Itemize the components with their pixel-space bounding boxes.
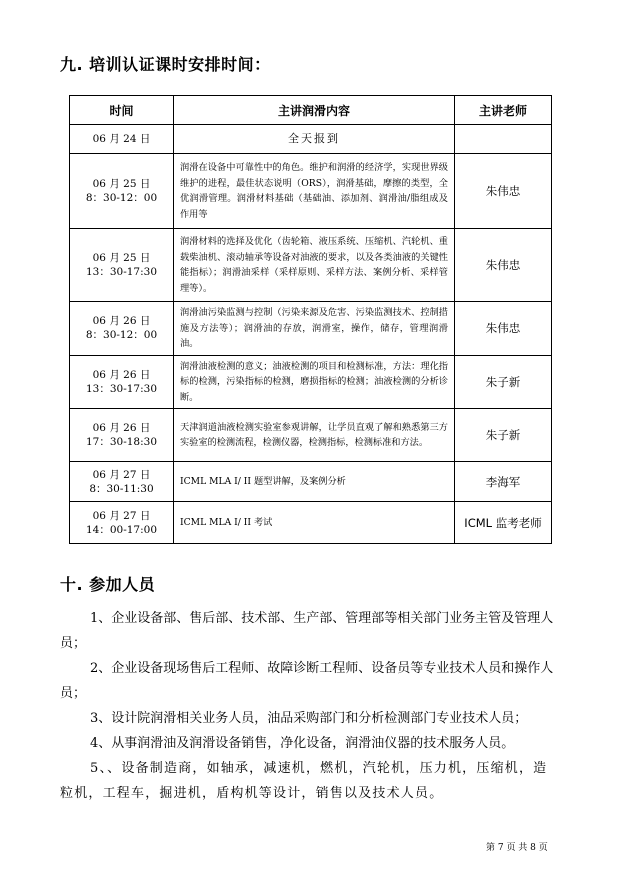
row-time (70, 229, 174, 302)
table-row (70, 502, 552, 544)
row-date: 06 月 26 日 (92, 422, 151, 434)
attendee-paragraph: 3、设计院润滑相关业务人员，油品采购部门和分析检测部门专业技术人员； (90, 711, 528, 726)
row-date: 06 月 24 日 (92, 133, 151, 145)
row-time (70, 355, 174, 409)
table-header-row (70, 96, 552, 125)
attendee-paragraph: 1、企业设备部、售后部、技术部、生产部、管理部等相关部门业务主管及管理人员； (60, 611, 554, 651)
row-date: 06 月 25 日 (92, 252, 151, 264)
table-row (70, 409, 552, 462)
row-teacher: 朱伟忠 (455, 302, 552, 356)
row-content: 天津润道油液检测实验室参观讲解，让学员直观了解和熟悉第三方实验室的检测流程，检测仪器，检测指标，检测标准和方法。 (174, 409, 455, 462)
row-time (70, 125, 174, 154)
row-time (70, 154, 174, 229)
row-hours: 8：30-12：00 (85, 329, 158, 342)
row-teacher: 李海军 (455, 462, 552, 502)
row-hours: 14：00-17:00 (85, 523, 158, 536)
row-content: 润滑在设备中可靠性中的角色。维护和润滑的经济学，实现世界级维护的进程，最佳状态说明（ORS），润滑基础，摩擦的类型，全优润滑管理。润滑材料基础（基础油、添加剂、润滑油/脂组成及作用等 (174, 154, 455, 229)
row-time (70, 302, 174, 356)
row-date: 06 月 27 日 (92, 468, 151, 481)
row-date: 06 月 26 日 (92, 368, 151, 381)
row-content: 润滑材料的选择及优化（齿轮箱、液压系统、压缩机、汽轮机、重载柴油机、滚动轴承等设备对油液的要求，以及各类油液的关键性能指标）；润滑油采样（采样原则、采样方法、案例分析、采样管理等）。 (174, 229, 455, 302)
row-time (70, 462, 174, 502)
row-date: 06 月 26 日 (92, 315, 151, 328)
schedule-table (69, 95, 552, 544)
row-content: ICML MLA I/ II 考试 (174, 502, 455, 544)
row-hours: 8：30-11:30 (89, 482, 154, 495)
table-row (70, 154, 552, 229)
section-10-heading: 十. 参加人员 (60, 575, 156, 594)
row-content: ICML MLA I/ II 题型讲解，及案例分析 (174, 462, 455, 502)
attendee-paragraph: 2、企业设备现场售后工程师、故障诊断工程师、设备员等专业技术人员和操作人员； (60, 661, 554, 701)
row-content: 润滑油液检测的意义；油液检测的项目和检测标准，方法：理化指标的检测，污染指标的检测，磨损指标的检测；油液检测的分析诊断。 (174, 355, 455, 409)
table-row (70, 462, 552, 502)
row-date: 06 月 25 日 (92, 178, 151, 190)
row-hours: 8：30-12：00 (85, 192, 158, 204)
header-content: 主讲润滑内容 (174, 96, 455, 125)
header-time: 时间 (70, 96, 174, 125)
row-teacher: 朱子新 (455, 355, 552, 409)
attendee-paragraph: 5、、设备制造商，如轴承，减速机，燃机，汽轮机，压力机，压缩机，造粒机，工程车，掘进机，盾构机等设计，销售以及技术人员。 (60, 761, 548, 801)
row-teacher: 朱伟忠 (455, 154, 552, 229)
row-content: 全天报到 (174, 125, 455, 154)
row-teacher: 朱子新 (455, 409, 552, 462)
table-row (70, 125, 552, 154)
table-row (70, 302, 552, 356)
row-hours: 13：30-17:30 (85, 382, 158, 395)
row-time (70, 502, 174, 544)
row-teacher: ICML 监考老师 (455, 502, 552, 544)
section-9-heading: 九. 培训认证课时安排时间： (60, 55, 271, 74)
table-row (70, 229, 552, 302)
row-hours: 13：30-17:30 (85, 266, 158, 278)
row-hours: 17：30-18:30 (85, 436, 158, 448)
page-number: 第 7 页 共 8 页 (486, 843, 548, 853)
table-row (70, 355, 552, 409)
header-teacher: 主讲老师 (455, 96, 552, 125)
row-content: 润滑油污染监测与控制（污染来源及危害、污染监测技术、控制措施及方法等）；润滑油的存放，润滑室，操作，储存，管理润滑油。 (174, 302, 455, 356)
row-time (70, 409, 174, 462)
row-teacher: 朱伟忠 (455, 229, 552, 302)
row-date: 06 月 27 日 (92, 509, 151, 522)
attendee-paragraph: 4、从事润滑油及润滑设备销售，净化设备，润滑油仪器的技术服务人员。 (90, 736, 515, 751)
row-teacher (455, 125, 552, 154)
